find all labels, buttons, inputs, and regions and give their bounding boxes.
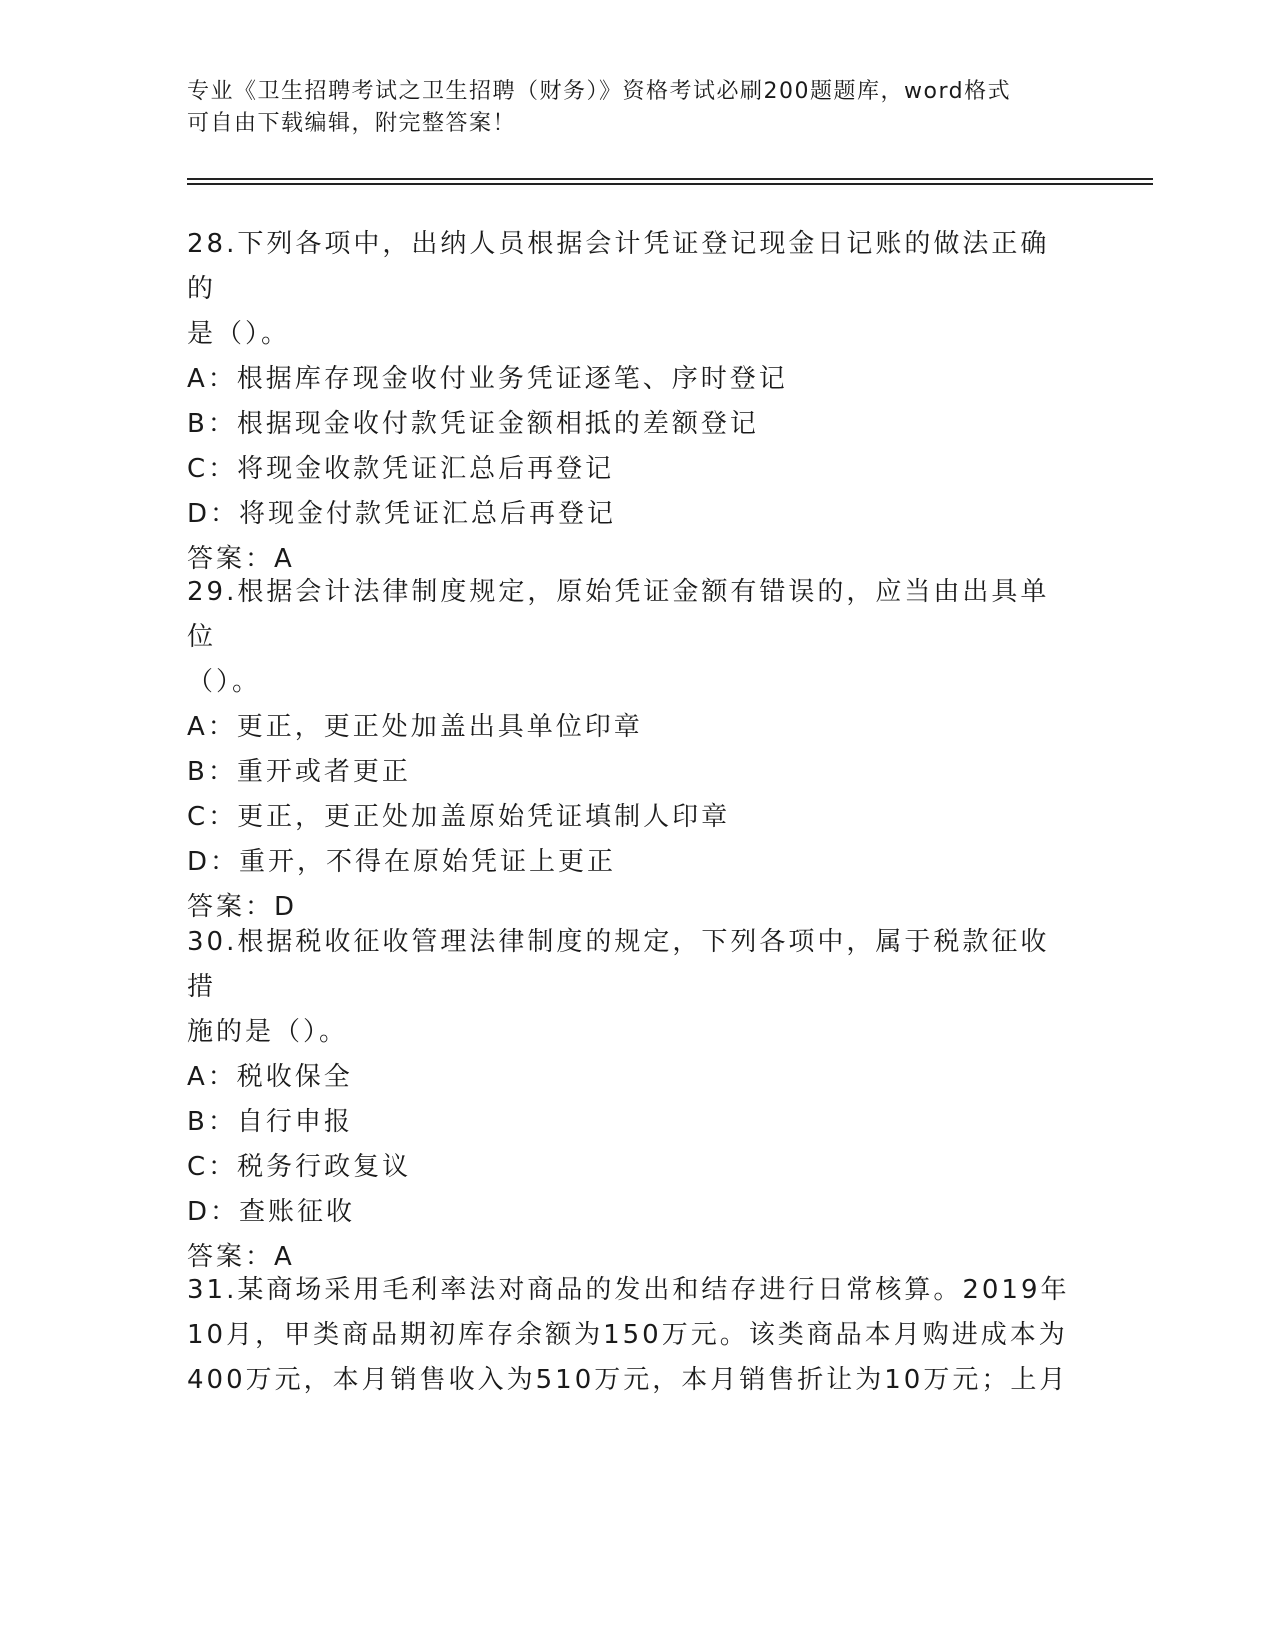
document-header: [187, 76, 1067, 140]
question-stem-line: 400万元，本月销售收入为510万元，本月销售折让为10万元；上月: [187, 1365, 1069, 1395]
answer-line: 答案：A: [187, 1242, 295, 1272]
question-stem-line: 30.根据税收征收管理法律制度的规定，下列各项中，属于税款征收措: [187, 927, 1050, 1002]
option-a: A：税收保全: [187, 1062, 353, 1092]
option-d: D：查账征收: [187, 1197, 356, 1227]
question-28: [187, 222, 1077, 582]
question-stem-line: 31.某商场采用毛利率法对商品的发出和结存进行日常核算。2019年: [187, 1275, 1070, 1305]
option-a: A：更正，更正处加盖出具单位印章: [187, 712, 643, 742]
question-stem-line: 施的是（）。: [187, 1017, 349, 1047]
answer-line: 答案：D: [187, 892, 298, 922]
question-31: [187, 1268, 1077, 1403]
header-line-1: 专业《卫生招聘考试之卫生招聘（财务）》资格考试必刷200题题库，word格式: [187, 79, 1012, 104]
option-d: D：重开，不得在原始凭证上更正: [187, 847, 617, 877]
option-c: C：将现金收款凭证汇总后再登记: [187, 454, 615, 484]
option-c: C：更正，更正处加盖原始凭证填制人印章: [187, 802, 731, 832]
question-stem-line: 29.根据会计法律制度规定，原始凭证金额有错误的，应当由出具单位: [187, 577, 1050, 652]
header-line-2: 可自由下载编辑，附完整答案！: [187, 111, 517, 136]
question-29: [187, 570, 1077, 930]
header-double-rule: [187, 178, 1153, 185]
answer-line: 答案：A: [187, 544, 295, 574]
question-stem-line: （）。: [187, 667, 262, 697]
option-b: B：重开或者更正: [187, 757, 411, 787]
option-a: A：根据库存现金收付业务凭证逐笔、序时登记: [187, 364, 788, 394]
option-c: C：税务行政复议: [187, 1152, 412, 1182]
question-30: [187, 920, 1077, 1280]
question-stem-line: 是（）。: [187, 319, 291, 349]
question-stem-line: 28.下列各项中，出纳人员根据会计凭证登记现金日记账的做法正确的: [187, 229, 1050, 304]
option-b: B：根据现金收付款凭证金额相抵的差额登记: [187, 409, 759, 439]
option-b: B：自行申报: [187, 1107, 353, 1137]
option-d: D：将现金付款凭证汇总后再登记: [187, 499, 617, 529]
question-stem-line: 10月，甲类商品期初库存余额为150万元。该类商品本月购进成本为: [187, 1320, 1068, 1350]
